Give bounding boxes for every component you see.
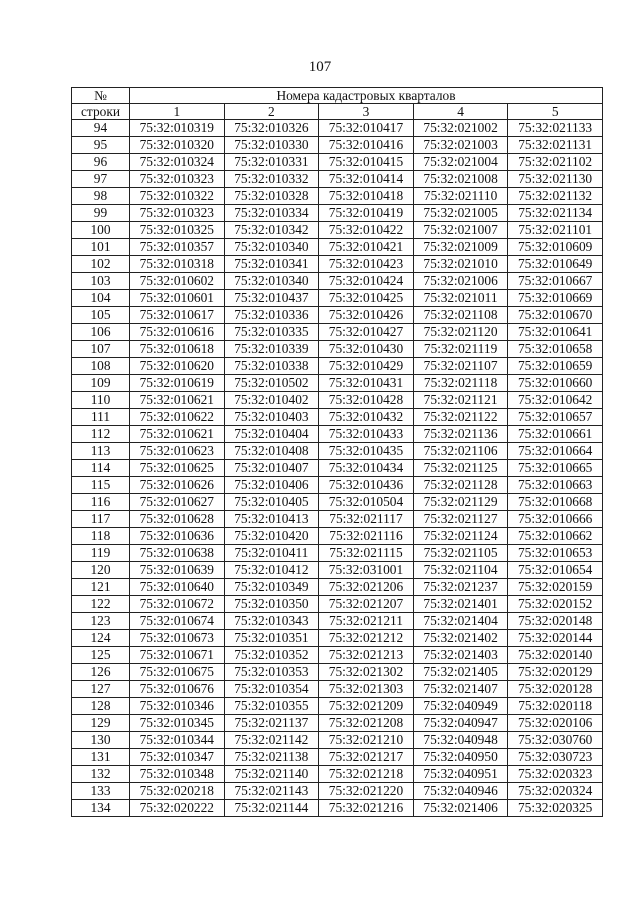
cadastral-number-cell: 75:32:010344 bbox=[130, 732, 225, 749]
cadastral-number-cell: 75:32:010628 bbox=[130, 511, 225, 528]
cadastral-number-cell: 75:32:010654 bbox=[508, 562, 603, 579]
cadastral-number-cell: 75:32:021008 bbox=[413, 171, 508, 188]
row-number-cell: 100 bbox=[72, 222, 130, 239]
cadastral-number-cell: 75:32:010666 bbox=[508, 511, 603, 528]
cadastral-number-cell: 75:32:010623 bbox=[130, 443, 225, 460]
cadastral-number-cell: 75:32:021302 bbox=[319, 664, 414, 681]
table-row bbox=[72, 120, 603, 137]
cadastral-number-cell: 75:32:021401 bbox=[413, 596, 508, 613]
cadastral-number-cell: 75:32:021119 bbox=[413, 341, 508, 358]
cadastral-number-cell: 75:32:010667 bbox=[508, 273, 603, 290]
cadastral-number-cell: 75:32:020159 bbox=[508, 579, 603, 596]
cadastral-number-cell: 75:32:021004 bbox=[413, 154, 508, 171]
cadastral-number-cell: 75:32:010676 bbox=[130, 681, 225, 698]
cadastral-number-cell: 75:32:021101 bbox=[508, 222, 603, 239]
cadastral-number-cell: 75:32:010354 bbox=[224, 681, 319, 698]
row-number-cell: 124 bbox=[72, 630, 130, 647]
cadastral-number-cell: 75:32:010617 bbox=[130, 307, 225, 324]
table-row bbox=[72, 528, 603, 545]
cadastral-number-cell: 75:32:010414 bbox=[319, 171, 414, 188]
table-row bbox=[72, 562, 603, 579]
cadastral-number-cell: 75:32:010432 bbox=[319, 409, 414, 426]
cadastral-number-cell: 75:32:021130 bbox=[508, 171, 603, 188]
cadastral-number-cell: 75:32:021106 bbox=[413, 443, 508, 460]
cadastral-number-cell: 75:32:010419 bbox=[319, 205, 414, 222]
cadastral-number-cell: 75:32:010331 bbox=[224, 154, 319, 171]
cadastral-number-cell: 75:32:010428 bbox=[319, 392, 414, 409]
cadastral-number-cell: 75:32:021107 bbox=[413, 358, 508, 375]
row-number-cell: 122 bbox=[72, 596, 130, 613]
cadastral-number-cell: 75:32:010609 bbox=[508, 239, 603, 256]
cadastral-number-cell: 75:32:021131 bbox=[508, 137, 603, 154]
cadastral-number-cell: 75:32:010318 bbox=[130, 256, 225, 273]
row-number-header-sub: строки bbox=[72, 104, 130, 120]
table-row bbox=[72, 426, 603, 443]
cadastral-number-cell: 75:32:021105 bbox=[413, 545, 508, 562]
cadastral-number-cell: 75:32:010504 bbox=[319, 494, 414, 511]
row-number-cell: 95 bbox=[72, 137, 130, 154]
row-number-cell: 111 bbox=[72, 409, 130, 426]
cadastral-number-cell: 75:32:040946 bbox=[413, 783, 508, 800]
row-number-cell: 123 bbox=[72, 613, 130, 630]
row-number-cell: 116 bbox=[72, 494, 130, 511]
cadastral-number-cell: 75:32:010411 bbox=[224, 545, 319, 562]
cadastral-number-cell: 75:32:021220 bbox=[319, 783, 414, 800]
cadastral-number-cell: 75:32:021127 bbox=[413, 511, 508, 528]
row-number-cell: 107 bbox=[72, 341, 130, 358]
cadastral-number-cell: 75:32:010663 bbox=[508, 477, 603, 494]
row-number-cell: 115 bbox=[72, 477, 130, 494]
cadastral-blocks-table bbox=[71, 87, 603, 817]
table-row bbox=[72, 766, 603, 783]
cadastral-number-cell: 75:32:020152 bbox=[508, 596, 603, 613]
table-row bbox=[72, 341, 603, 358]
table-row bbox=[72, 205, 603, 222]
table-row bbox=[72, 154, 603, 171]
cadastral-number-cell: 75:32:020128 bbox=[508, 681, 603, 698]
cadastral-number-cell: 75:32:010621 bbox=[130, 426, 225, 443]
cadastral-number-cell: 75:32:010424 bbox=[319, 273, 414, 290]
table-row bbox=[72, 307, 603, 324]
table-row bbox=[72, 596, 603, 613]
table-row bbox=[72, 409, 603, 426]
cadastral-number-cell: 75:32:010675 bbox=[130, 664, 225, 681]
table-row bbox=[72, 647, 603, 664]
row-number-cell: 98 bbox=[72, 188, 130, 205]
cadastral-number-cell: 75:32:021115 bbox=[319, 545, 414, 562]
cadastral-number-cell: 75:32:010673 bbox=[130, 630, 225, 647]
table-row bbox=[72, 579, 603, 596]
cadastral-number-cell: 75:32:021403 bbox=[413, 647, 508, 664]
cadastral-number-cell: 75:32:021124 bbox=[413, 528, 508, 545]
cadastral-number-cell: 75:32:021108 bbox=[413, 307, 508, 324]
cadastral-number-cell: 75:32:021209 bbox=[319, 698, 414, 715]
cadastral-number-cell: 75:32:010601 bbox=[130, 290, 225, 307]
cadastral-number-cell: 75:32:021116 bbox=[319, 528, 414, 545]
cadastral-number-cell: 75:32:010339 bbox=[224, 341, 319, 358]
table-row bbox=[72, 324, 603, 341]
cadastral-number-cell: 75:32:021110 bbox=[413, 188, 508, 205]
cadastral-number-cell: 75:32:020323 bbox=[508, 766, 603, 783]
table-row bbox=[72, 188, 603, 205]
cadastral-number-cell: 75:32:010336 bbox=[224, 307, 319, 324]
cadastral-number-cell: 75:32:021006 bbox=[413, 273, 508, 290]
cadastral-number-cell: 75:32:010347 bbox=[130, 749, 225, 766]
table-row bbox=[72, 545, 603, 562]
group-title-header: Номера кадастровых кварталов bbox=[130, 88, 603, 104]
table-row bbox=[72, 732, 603, 749]
cadastral-number-cell: 75:32:010323 bbox=[130, 171, 225, 188]
cadastral-number-cell: 75:32:030760 bbox=[508, 732, 603, 749]
cadastral-number-cell: 75:32:010435 bbox=[319, 443, 414, 460]
row-number-cell: 130 bbox=[72, 732, 130, 749]
cadastral-number-cell: 75:32:040951 bbox=[413, 766, 508, 783]
row-number-cell: 112 bbox=[72, 426, 130, 443]
cadastral-number-cell: 75:32:021128 bbox=[413, 477, 508, 494]
cadastral-number-cell: 75:32:021136 bbox=[413, 426, 508, 443]
row-number-cell: 128 bbox=[72, 698, 130, 715]
cadastral-number-cell: 75:32:010649 bbox=[508, 256, 603, 273]
cadastral-number-cell: 75:32:021117 bbox=[319, 511, 414, 528]
cadastral-number-cell: 75:32:010618 bbox=[130, 341, 225, 358]
cadastral-number-cell: 75:32:010659 bbox=[508, 358, 603, 375]
cadastral-number-cell: 75:32:010626 bbox=[130, 477, 225, 494]
cadastral-number-cell: 75:32:010427 bbox=[319, 324, 414, 341]
row-number-cell: 101 bbox=[72, 239, 130, 256]
cadastral-number-cell: 75:32:021144 bbox=[224, 800, 319, 817]
cadastral-number-cell: 75:32:021010 bbox=[413, 256, 508, 273]
row-number-cell: 105 bbox=[72, 307, 130, 324]
row-number-cell: 127 bbox=[72, 681, 130, 698]
cadastral-number-cell: 75:32:010669 bbox=[508, 290, 603, 307]
cadastral-number-cell: 75:32:031001 bbox=[319, 562, 414, 579]
row-number-cell: 132 bbox=[72, 766, 130, 783]
cadastral-number-cell: 75:32:021208 bbox=[319, 715, 414, 732]
cadastral-number-cell: 75:32:010674 bbox=[130, 613, 225, 630]
cadastral-number-cell: 75:32:010352 bbox=[224, 647, 319, 664]
cadastral-number-cell: 75:32:021129 bbox=[413, 494, 508, 511]
cadastral-number-cell: 75:32:010407 bbox=[224, 460, 319, 477]
table-row bbox=[72, 392, 603, 409]
cadastral-number-cell: 75:32:021137 bbox=[224, 715, 319, 732]
cadastral-number-cell: 75:32:020222 bbox=[130, 800, 225, 817]
cadastral-number-cell: 75:32:010672 bbox=[130, 596, 225, 613]
cadastral-number-cell: 75:32:010426 bbox=[319, 307, 414, 324]
cadastral-number-cell: 75:32:010502 bbox=[224, 375, 319, 392]
cadastral-number-cell: 75:32:010431 bbox=[319, 375, 414, 392]
cadastral-number-cell: 75:32:021217 bbox=[319, 749, 414, 766]
cadastral-number-cell: 75:32:021402 bbox=[413, 630, 508, 647]
cadastral-number-cell: 75:32:010353 bbox=[224, 664, 319, 681]
cadastral-number-cell: 75:32:010330 bbox=[224, 137, 319, 154]
cadastral-number-cell: 75:32:010433 bbox=[319, 426, 414, 443]
cadastral-number-cell: 75:32:010404 bbox=[224, 426, 319, 443]
table-row bbox=[72, 239, 603, 256]
cadastral-number-cell: 75:32:010423 bbox=[319, 256, 414, 273]
cadastral-number-cell: 75:32:021142 bbox=[224, 732, 319, 749]
table-row bbox=[72, 749, 603, 766]
table-row bbox=[72, 698, 603, 715]
cadastral-number-cell: 75:32:010416 bbox=[319, 137, 414, 154]
table-row bbox=[72, 630, 603, 647]
cadastral-number-cell: 75:32:010638 bbox=[130, 545, 225, 562]
cadastral-number-cell: 75:32:020325 bbox=[508, 800, 603, 817]
cadastral-number-cell: 75:32:010355 bbox=[224, 698, 319, 715]
row-number-cell: 131 bbox=[72, 749, 130, 766]
cadastral-number-cell: 75:32:010430 bbox=[319, 341, 414, 358]
cadastral-number-cell: 75:32:010335 bbox=[224, 324, 319, 341]
cadastral-number-cell: 75:32:010319 bbox=[130, 120, 225, 137]
cadastral-number-cell: 75:32:010661 bbox=[508, 426, 603, 443]
cadastral-number-cell: 75:32:010357 bbox=[130, 239, 225, 256]
row-number-cell: 118 bbox=[72, 528, 130, 545]
cadastral-number-cell: 75:32:010660 bbox=[508, 375, 603, 392]
table-row bbox=[72, 477, 603, 494]
row-number-cell: 133 bbox=[72, 783, 130, 800]
row-number-cell: 102 bbox=[72, 256, 130, 273]
cadastral-number-cell: 75:32:010343 bbox=[224, 613, 319, 630]
cadastral-number-cell: 75:32:010332 bbox=[224, 171, 319, 188]
cadastral-number-cell: 75:32:040949 bbox=[413, 698, 508, 715]
cadastral-number-cell: 75:32:010662 bbox=[508, 528, 603, 545]
cadastral-number-cell: 75:32:010340 bbox=[224, 239, 319, 256]
row-number-cell: 97 bbox=[72, 171, 130, 188]
cadastral-number-cell: 75:32:010328 bbox=[224, 188, 319, 205]
row-number-cell: 126 bbox=[72, 664, 130, 681]
cadastral-number-cell: 75:32:010402 bbox=[224, 392, 319, 409]
cadastral-number-cell: 75:32:021134 bbox=[508, 205, 603, 222]
cadastral-number-cell: 75:32:010421 bbox=[319, 239, 414, 256]
cadastral-number-cell: 75:32:010665 bbox=[508, 460, 603, 477]
cadastral-number-cell: 75:32:010417 bbox=[319, 120, 414, 137]
cadastral-number-cell: 75:32:020218 bbox=[130, 783, 225, 800]
column-header-5: 5 bbox=[508, 104, 603, 120]
cadastral-number-cell: 75:32:021002 bbox=[413, 120, 508, 137]
cadastral-number-cell: 75:32:021125 bbox=[413, 460, 508, 477]
table-row bbox=[72, 494, 603, 511]
table-row bbox=[72, 171, 603, 188]
cadastral-number-cell: 75:32:010405 bbox=[224, 494, 319, 511]
cadastral-number-cell: 75:32:040948 bbox=[413, 732, 508, 749]
cadastral-number-cell: 75:32:040950 bbox=[413, 749, 508, 766]
cadastral-number-cell: 75:32:010620 bbox=[130, 358, 225, 375]
cadastral-number-cell: 75:32:021104 bbox=[413, 562, 508, 579]
cadastral-number-cell: 75:32:021213 bbox=[319, 647, 414, 664]
cadastral-number-cell: 75:32:010627 bbox=[130, 494, 225, 511]
row-number-cell: 104 bbox=[72, 290, 130, 307]
cadastral-number-cell: 75:32:010437 bbox=[224, 290, 319, 307]
row-number-cell: 119 bbox=[72, 545, 130, 562]
row-number-header: № bbox=[72, 88, 130, 104]
cadastral-number-cell: 75:32:010425 bbox=[319, 290, 414, 307]
cadastral-number-cell: 75:32:010324 bbox=[130, 154, 225, 171]
cadastral-number-cell: 75:32:010345 bbox=[130, 715, 225, 732]
cadastral-number-cell: 75:32:010636 bbox=[130, 528, 225, 545]
cadastral-number-cell: 75:32:010602 bbox=[130, 273, 225, 290]
cadastral-number-cell: 75:32:010320 bbox=[130, 137, 225, 154]
cadastral-number-cell: 75:32:021003 bbox=[413, 137, 508, 154]
row-number-cell: 109 bbox=[72, 375, 130, 392]
cadastral-number-cell: 75:32:021011 bbox=[413, 290, 508, 307]
cadastral-number-cell: 75:32:021102 bbox=[508, 154, 603, 171]
cadastral-number-cell: 75:32:010323 bbox=[130, 205, 225, 222]
cadastral-number-cell: 75:32:040947 bbox=[413, 715, 508, 732]
cadastral-number-cell: 75:32:010406 bbox=[224, 477, 319, 494]
cadastral-number-cell: 75:32:021207 bbox=[319, 596, 414, 613]
cadastral-number-cell: 75:32:021405 bbox=[413, 664, 508, 681]
cadastral-number-cell: 75:32:021007 bbox=[413, 222, 508, 239]
row-number-cell: 125 bbox=[72, 647, 130, 664]
column-header-3: 3 bbox=[319, 104, 414, 120]
cadastral-number-cell: 75:32:010436 bbox=[319, 477, 414, 494]
table-header bbox=[72, 88, 603, 120]
cadastral-number-cell: 75:32:010342 bbox=[224, 222, 319, 239]
cadastral-number-cell: 75:32:010340 bbox=[224, 273, 319, 290]
cadastral-number-cell: 75:32:010653 bbox=[508, 545, 603, 562]
column-header-4: 4 bbox=[413, 104, 508, 120]
cadastral-number-cell: 75:32:010422 bbox=[319, 222, 414, 239]
cadastral-number-cell: 75:32:020129 bbox=[508, 664, 603, 681]
cadastral-number-cell: 75:32:010346 bbox=[130, 698, 225, 715]
table-body bbox=[72, 120, 603, 817]
table-row bbox=[72, 375, 603, 392]
cadastral-number-cell: 75:32:021303 bbox=[319, 681, 414, 698]
table-row bbox=[72, 715, 603, 732]
cadastral-number-cell: 75:32:020148 bbox=[508, 613, 603, 630]
row-number-cell: 106 bbox=[72, 324, 130, 341]
table-row bbox=[72, 256, 603, 273]
column-header-2: 2 bbox=[224, 104, 319, 120]
row-number-cell: 94 bbox=[72, 120, 130, 137]
cadastral-number-cell: 75:32:021143 bbox=[224, 783, 319, 800]
cadastral-number-cell: 75:32:021122 bbox=[413, 409, 508, 426]
cadastral-number-cell: 75:32:020118 bbox=[508, 698, 603, 715]
cadastral-number-cell: 75:32:010325 bbox=[130, 222, 225, 239]
cadastral-number-cell: 75:32:021407 bbox=[413, 681, 508, 698]
cadastral-number-cell: 75:32:010640 bbox=[130, 579, 225, 596]
cadastral-number-cell: 75:32:010334 bbox=[224, 205, 319, 222]
cadastral-number-cell: 75:32:010413 bbox=[224, 511, 319, 528]
table-row bbox=[72, 681, 603, 698]
cadastral-number-cell: 75:32:010658 bbox=[508, 341, 603, 358]
cadastral-number-cell: 75:32:030723 bbox=[508, 749, 603, 766]
cadastral-number-cell: 75:32:010322 bbox=[130, 188, 225, 205]
row-number-cell: 121 bbox=[72, 579, 130, 596]
cadastral-number-cell: 75:32:010639 bbox=[130, 562, 225, 579]
cadastral-number-cell: 75:32:010657 bbox=[508, 409, 603, 426]
cadastral-number-cell: 75:32:010415 bbox=[319, 154, 414, 171]
cadastral-number-cell: 75:32:010434 bbox=[319, 460, 414, 477]
cadastral-number-cell: 75:32:021216 bbox=[319, 800, 414, 817]
cadastral-number-cell: 75:32:020144 bbox=[508, 630, 603, 647]
row-number-cell: 120 bbox=[72, 562, 130, 579]
cadastral-number-cell: 75:32:010671 bbox=[130, 647, 225, 664]
table-row bbox=[72, 783, 603, 800]
cadastral-number-cell: 75:32:021406 bbox=[413, 800, 508, 817]
cadastral-number-cell: 75:32:021210 bbox=[319, 732, 414, 749]
cadastral-number-cell: 75:32:021206 bbox=[319, 579, 414, 596]
cadastral-number-cell: 75:32:020140 bbox=[508, 647, 603, 664]
table-row bbox=[72, 358, 603, 375]
cadastral-number-cell: 75:32:021005 bbox=[413, 205, 508, 222]
cadastral-number-cell: 75:32:010664 bbox=[508, 443, 603, 460]
cadastral-number-cell: 75:32:021138 bbox=[224, 749, 319, 766]
page-number: 107 bbox=[308, 59, 332, 75]
cadastral-number-cell: 75:32:010642 bbox=[508, 392, 603, 409]
cadastral-number-cell: 75:32:021237 bbox=[413, 579, 508, 596]
cadastral-number-cell: 75:32:020106 bbox=[508, 715, 603, 732]
cadastral-number-cell: 75:32:010412 bbox=[224, 562, 319, 579]
table-row bbox=[72, 664, 603, 681]
cadastral-number-cell: 75:32:021009 bbox=[413, 239, 508, 256]
cadastral-number-cell: 75:32:010619 bbox=[130, 375, 225, 392]
cadastral-number-cell: 75:32:010408 bbox=[224, 443, 319, 460]
column-header-1: 1 bbox=[130, 104, 225, 120]
cadastral-number-cell: 75:32:010341 bbox=[224, 256, 319, 273]
table-row bbox=[72, 511, 603, 528]
cadastral-number-cell: 75:32:010622 bbox=[130, 409, 225, 426]
cadastral-number-cell: 75:32:021212 bbox=[319, 630, 414, 647]
row-number-cell: 103 bbox=[72, 273, 130, 290]
cadastral-number-cell: 75:32:010621 bbox=[130, 392, 225, 409]
cadastral-number-cell: 75:32:021133 bbox=[508, 120, 603, 137]
cadastral-number-cell: 75:32:010668 bbox=[508, 494, 603, 511]
row-number-cell: 99 bbox=[72, 205, 130, 222]
cadastral-number-cell: 75:32:010351 bbox=[224, 630, 319, 647]
table-row bbox=[72, 800, 603, 817]
cadastral-number-cell: 75:32:010670 bbox=[508, 307, 603, 324]
cadastral-number-cell: 75:32:010625 bbox=[130, 460, 225, 477]
row-number-cell: 114 bbox=[72, 460, 130, 477]
table-row bbox=[72, 222, 603, 239]
cadastral-number-cell: 75:32:010349 bbox=[224, 579, 319, 596]
cadastral-number-cell: 75:32:010403 bbox=[224, 409, 319, 426]
cadastral-number-cell: 75:32:010616 bbox=[130, 324, 225, 341]
cadastral-number-cell: 75:32:010348 bbox=[130, 766, 225, 783]
cadastral-number-cell: 75:32:021404 bbox=[413, 613, 508, 630]
row-number-cell: 117 bbox=[72, 511, 130, 528]
cadastral-number-cell: 75:32:010418 bbox=[319, 188, 414, 205]
table-row bbox=[72, 137, 603, 154]
cadastral-number-cell: 75:32:021211 bbox=[319, 613, 414, 630]
row-number-cell: 96 bbox=[72, 154, 130, 171]
cadastral-number-cell: 75:32:010326 bbox=[224, 120, 319, 137]
cadastral-number-cell: 75:32:020324 bbox=[508, 783, 603, 800]
row-number-cell: 129 bbox=[72, 715, 130, 732]
cadastral-number-cell: 75:32:021140 bbox=[224, 766, 319, 783]
cadastral-number-cell: 75:32:010420 bbox=[224, 528, 319, 545]
row-number-cell: 113 bbox=[72, 443, 130, 460]
cadastral-number-cell: 75:32:010641 bbox=[508, 324, 603, 341]
table-row bbox=[72, 613, 603, 630]
cadastral-number-cell: 75:32:021132 bbox=[508, 188, 603, 205]
table-row bbox=[72, 273, 603, 290]
table-row bbox=[72, 290, 603, 307]
cadastral-number-cell: 75:32:021218 bbox=[319, 766, 414, 783]
row-number-cell: 134 bbox=[72, 800, 130, 817]
cadastral-number-cell: 75:32:010350 bbox=[224, 596, 319, 613]
table-row bbox=[72, 460, 603, 477]
cadastral-number-cell: 75:32:021118 bbox=[413, 375, 508, 392]
table-row bbox=[72, 443, 603, 460]
row-number-cell: 108 bbox=[72, 358, 130, 375]
cadastral-number-cell: 75:32:010338 bbox=[224, 358, 319, 375]
row-number-cell: 110 bbox=[72, 392, 130, 409]
cadastral-number-cell: 75:32:010429 bbox=[319, 358, 414, 375]
cadastral-number-cell: 75:32:021121 bbox=[413, 392, 508, 409]
cadastral-number-cell: 75:32:021120 bbox=[413, 324, 508, 341]
